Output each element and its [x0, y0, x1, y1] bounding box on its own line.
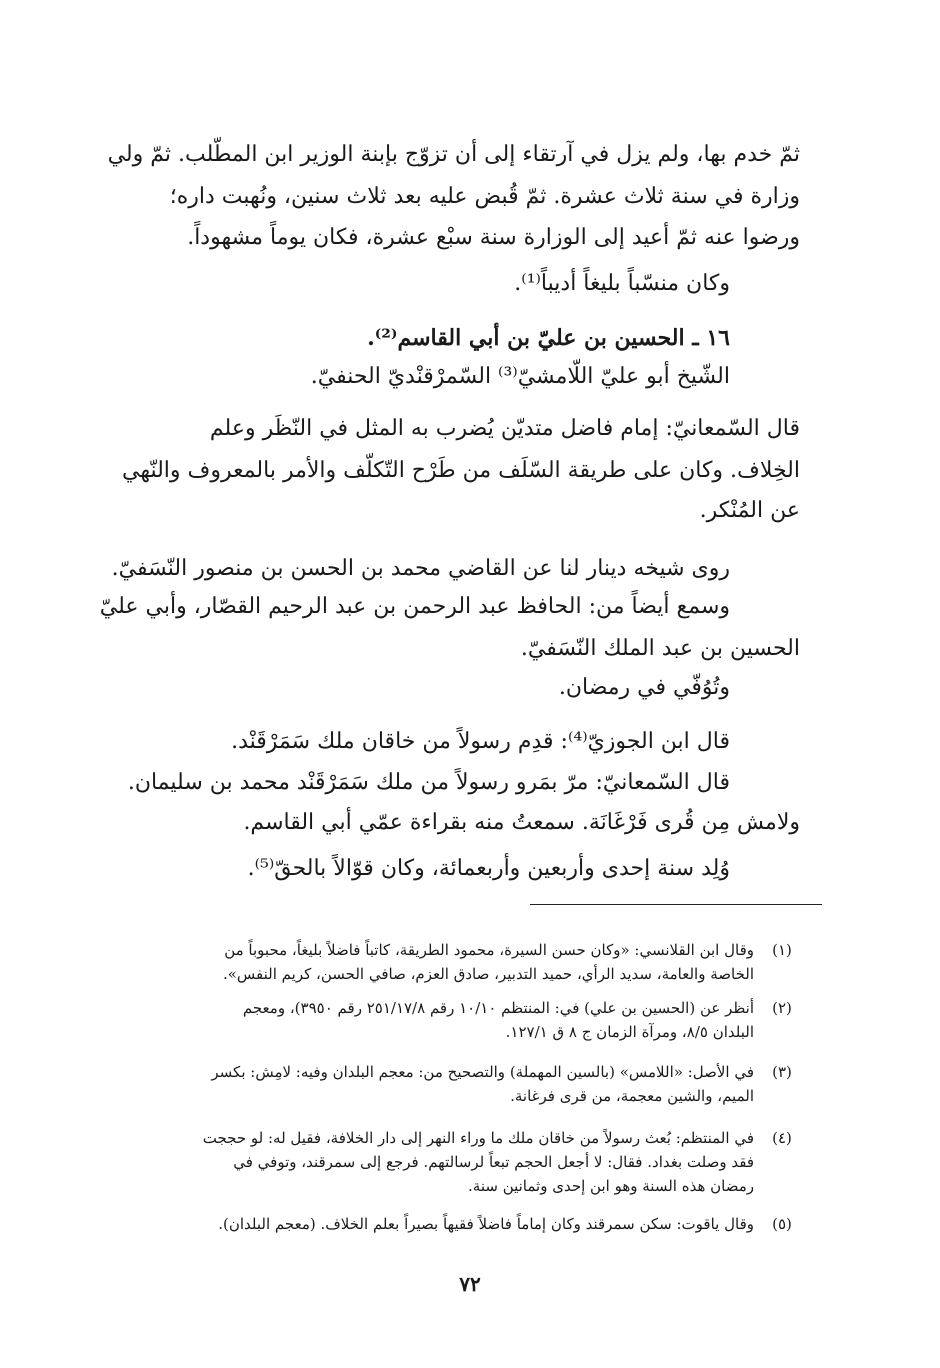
footnote-line: رمضان هذه السنة وهو ابن إحدى وثمانين سنة.	[468, 1177, 754, 1195]
footnote	[120, 938, 800, 986]
body-line: وزارة في سنة ثلاث عشرة. ثمّ قُبض عليه بعد ثلاث سنين، ونُهبت داره؛	[169, 184, 800, 209]
footnote-line: في الأصل: «اللامس» (بالسين المهملة) والتصحيح من: معجم البلدان وفيه: لامِش: بكسر	[211, 1063, 754, 1081]
entry-subheading: الشّيخ أبو عليّ اللّامشيّ⁽³⁾ السّمرْقنْديّ الحنفيّ.	[310, 364, 730, 389]
footnote-number: (٢)	[772, 999, 792, 1017]
page-number: ٧٢	[459, 1272, 481, 1296]
footnote	[120, 1126, 800, 1198]
body-line: ولامش مِن قُرى فَرْغَانَة. سمعتُ منه بقراءة عمّي أبي القاسم.	[243, 810, 800, 835]
footnote-number: (١)	[772, 941, 792, 959]
footnote-line: فقد وصلت بغداد. فقال: لا أجعل الحجم تبعاً لرسالتهم. فرجع إلى سمرقند، وتوفي في	[233, 1153, 754, 1171]
entry-heading: ١٦ ـ الحسين بن عليّ بن أبي القاسم⁽²⁾.	[367, 325, 730, 351]
body-line: الحسين بن عبد الملك النّسَفيّ.	[520, 636, 800, 661]
body-line: وكان منسّباً بليغاً أديباً⁽¹⁾.	[514, 271, 730, 296]
body-line: عن المُنْكر.	[699, 498, 800, 523]
body-line: روى شيخه دينار لنا عن القاضي محمد بن الحسن بن منصور النّسَفيّ.	[111, 556, 730, 581]
footnote-line: البلدان ٨/٥، ومرآة الزمان ج ٨ ق ١٢٧/١.	[505, 1023, 754, 1041]
footnote-line: الميم، والشين معجمة، من قرى فرغانة.	[510, 1087, 754, 1105]
body-line: وتُوُفّي في رمضان.	[558, 675, 730, 700]
footnote-number: (٥)	[772, 1215, 792, 1233]
footnote-number: (٤)	[772, 1129, 792, 1147]
body-line: قال السّمعانيّ: إمام فاضل متديّن يُضرب به المثل في النّظَر وعلم	[209, 416, 800, 441]
body-line: وسمع أيضاً من: الحافظ عبد الرحمن بن عبد الرحيم القصّار، وأبي عليّ	[99, 594, 730, 619]
footnote-line: في المنتظم: بُعث رسولاً من خاقان ملك ما وراء النهر إلى دار الخلافة، فقيل له: لو حججت	[202, 1129, 754, 1147]
footnote-line: وقال ابن القلانسي: «وكان حسن السيرة، محمود الطريقة، كاتباً فاضلاً بليغاً، محبوباً من	[224, 941, 754, 959]
footnote-line: وقال ياقوت: سكن سمرقند وكان إماماً فاضلاً فقيهاً بصيراً بعلم الخلاف. (معجم البلدان).	[218, 1215, 754, 1233]
body-line: قال ابن الجوزيّ⁽⁴⁾: قدِم رسولاً من خاقان ملك سَمَرْقَنْد.	[231, 729, 730, 754]
body-line: ورضوا عنه ثمّ أعيد إلى الوزارة سنة سبْع عشرة، فكان يوماً مشهوداً.	[187, 225, 800, 250]
footnote	[120, 1060, 800, 1108]
footnote-line: الخاصة والعامة، سديد الرأي، حميد التدبير، صادق العزم، صافي الحسن، كريم النفس».	[222, 965, 754, 983]
footnote	[120, 996, 800, 1044]
body-line: وُلِد سنة إحدى وأربعين وأربعمائة، وكان قوّالاً بالحقّ⁽⁵⁾.	[247, 856, 730, 881]
footnote	[120, 1212, 800, 1236]
footnote-separator	[530, 904, 822, 905]
footnote-number: (٣)	[772, 1063, 792, 1081]
body-line: ثمّ خدم بها، ولم يزل في آرتقاء إلى أن تزوّج بإبنة الوزير ابن المطّلب. ثمّ ولي	[107, 142, 800, 167]
body-line: الخِلاف. وكان على طريقة السّلَف من طَرْح التّكلّف والأمر بالمعروف والنّهي	[121, 458, 800, 483]
footnote-line: أنظر عن (الحسين بن علي) في: المنتظم ١٠/١٠ رقم ٢٥١/١٧/٨ رقم ٣٩٥٠)، ومعجم	[242, 999, 754, 1017]
body-line: قال السّمعانيّ: مرّ بمَرو رسولاً من ملك سَمَرْقَنْد محمد بن سليمان.	[127, 770, 730, 795]
